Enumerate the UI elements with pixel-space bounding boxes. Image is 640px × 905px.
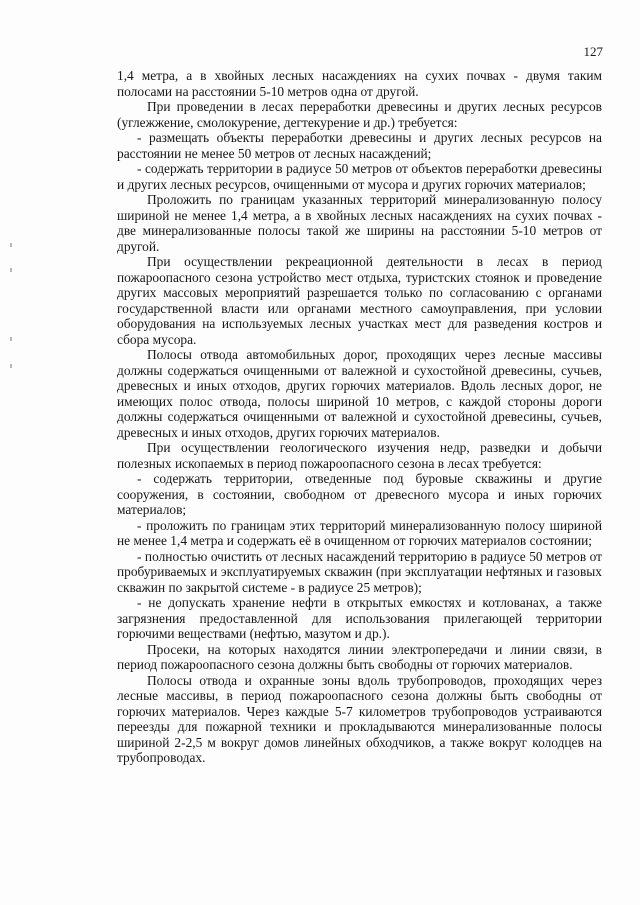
margin-mark <box>10 243 12 247</box>
paragraph: При осуществлении геологического изучения недр, разведки и добычи полезных ископаемых в период пожароопасного сезона в лесах требуется: <box>117 440 602 471</box>
document-body <box>117 68 602 766</box>
paragraph: Просеки, на которых находятся линии электропередачи и линии связи, в период пожароопасного сезона должны быть свободны от горючих материалов. <box>117 641 602 672</box>
paragraph: 1,4 метра, а в хвойных лесных насаждениях на сухих почвах - двумя таким полосами на расстоянии 5-10 метров одна от другой. <box>117 68 602 99</box>
list-item: - содержать территории в радиусе 50 метров от объектов переработки древесины и других лесных ресурсов, очищенными от мусора и других горючих материалов; <box>117 161 602 192</box>
list-item: - не допускать хранение нефти в открытых емкостях и котлованах, а также загрязнения предоставленной для использования прилегающей территории горючими веществами (нефтью, мазутом и др.). <box>117 595 602 641</box>
list-item: - проложить по границам этих территорий минерализованную полосу шириной не менее 1,4 метра и содержать её в очищенном от горючих материалов состоянии; <box>117 517 602 548</box>
margin-mark <box>10 268 12 272</box>
paragraph: Полосы отвода автомобильных дорог, проходящих через лесные массивы должны содержаться очищенными от валежной и сухостойной древесины, сучьев, древесных и иных отходов, других горючих материалов. Вдоль лесных дорог, не имеющих полос отвода, полосы шириной 10 метров, с каждой стороны дороги должны содержаться очищенными от валежной и сухостойной древесины, сучьев, древесных и иных отходов, других горючих материалов. <box>117 347 602 440</box>
margin-mark <box>10 364 12 368</box>
page-number: 127 <box>583 44 603 59</box>
margin-mark <box>10 337 12 341</box>
paragraph: Полосы отвода и охранные зоны вдоль трубопроводов, проходящих через лесные массивы, в период пожароопасного сезона должны быть свободны от горючих материалов. Через каждые 5-7 километров трубопроводов устраиваются переезды для пожарной техники и прокладываются минерализованные полосы шириной 2-2,5 м вокруг домов линейных обходчиков, а также вокруг колодцев на трубопроводах. <box>117 672 602 765</box>
paragraph: Проложить по границам указанных территорий минерализованную полосу шириной не менее 1,4 метра, а в хвойных лесных насаждениях на сухих почвах - две минерализованные полосы такой же ширины на расстоянии 5-10 метров от другой. <box>117 192 602 254</box>
list-item: - полностью очистить от лесных насаждений территорию в радиусе 50 метров от пробуриваемых и эксплуатируемых скважин (при эксплуатации нефтяных и газовых скважин по закрытой системе - в радиусе 25 метров); <box>117 548 602 595</box>
paragraph: При проведении в лесах переработки древесины и других лесных ресурсов (углежжение, смолокурение, дегтекурение и др.) требуется: <box>117 99 602 130</box>
paragraph: При осуществлении рекреационной деятельности в лесах в период пожароопасного сезона устройство мест отдыха, туристских стоянок и проведение других массовых мероприятий разрешается только по согласованию с органами государственной власти или органами местного самоуправления, при условии оборудования на используемых лесных участках мест для разведения костров и сбора мусора. <box>117 254 602 347</box>
binding-margin-marks <box>0 0 40 905</box>
list-item: - содержать территории, отведенные под буровые скважины и другие сооружения, в состоянии, свободном от древесного мусора и иных горючих материалов; <box>117 471 602 517</box>
list-item: - размещать объекты переработки древесины и других лесных ресурсов на расстоянии не менее 50 метров от лесных насаждений; <box>117 130 602 161</box>
